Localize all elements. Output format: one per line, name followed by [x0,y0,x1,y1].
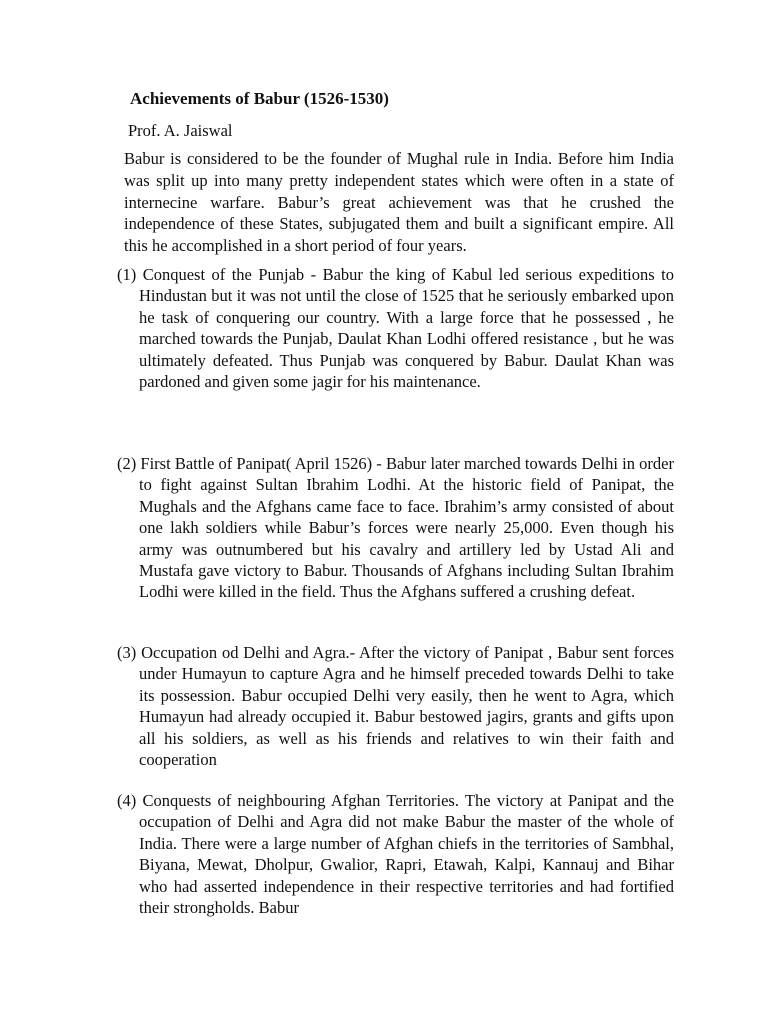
section-text: Conquests of neighbouring Afghan Territories. The victory at Panipat and the occupation of Delhi and Agra did not make Babur the master of the whole of India. There were a large number of Afghan chiefs in the territories of Sambhal, Biyana, Mewat, Dholpur, Gwalior, Rapri, Etawah, Kalpi, Kannauj and Bihar who had asserted independence in their respective territories and had fortified their strongholds. Babur [139,791,674,918]
section-afghan-territories [117,790,674,918]
intro-paragraph: Babur is considered to be the founder of Mughal rule in India. Before him India was split up into many pretty independent states which were often in a state of internecine warfare. Babur’s great achievement was that he crushed the independence of these States, subjugated them and built a significant empire. All this he accomplished in a short period of four years. [124,149,674,256]
section-text: Conquest of the Punjab - Babur the king of Kabul led serious expeditions to Hindustan but it was not until the close of 1525 that he seriously embarked upon he task of conquering our country. With a large force that he possessed , he marched towards the Punjab, Daulat Khan Lodhi offered resistance , but he was ultimately defeated. Thus Punjab was conquered by Babur. Daulat Khan was pardoned and given some jagir for his maintenance. [139,265,674,392]
section-number: (3) [117,643,142,662]
section-number: (4) [117,791,143,810]
section-first-battle-of-panipat [117,453,674,603]
section-number: (2) [117,454,141,473]
author-line: Prof. A. Jaiswal [128,121,233,140]
section-text: First Battle of Panipat( April 1526) - Babur later marched towards Delhi in order to fight against Sultan Ibrahim Lodhi. At the historic field of Panipat, the Mughals and the Afghans came face to face. Ibrahim’s army consisted of about one lakh soldiers while Babur’s forces were nearly 25,000. Even though his army was outnumbered but his cavalry and artillery led by Ustad Ali and Mustafa gave victory to Babur. Thousands of Afghans including Sultan Ibrahim Lodhi were killed in the field. Thus the Afghans suffered a crushing defeat. [139,454,674,602]
section-occupation-of-delhi-and-agra [117,642,674,770]
section-text: Occupation od Delhi and Agra.- After the victory of Panipat , Babur sent forces under Humayun to capture Agra and he himself preceded towards Delhi to take its possession. Babur occupied Delhi very easily, then he went to Agra, which Humayun had already occupied it. Babur bestowed jagirs, grants and gifts upon all his soldiers, as well as his friends and relatives to win their faith and cooperation [139,643,674,770]
section-number: (1) [117,265,143,284]
page-title: Achievements of Babur (1526-1530) [130,89,389,108]
section-conquest-of-punjab [117,264,674,392]
